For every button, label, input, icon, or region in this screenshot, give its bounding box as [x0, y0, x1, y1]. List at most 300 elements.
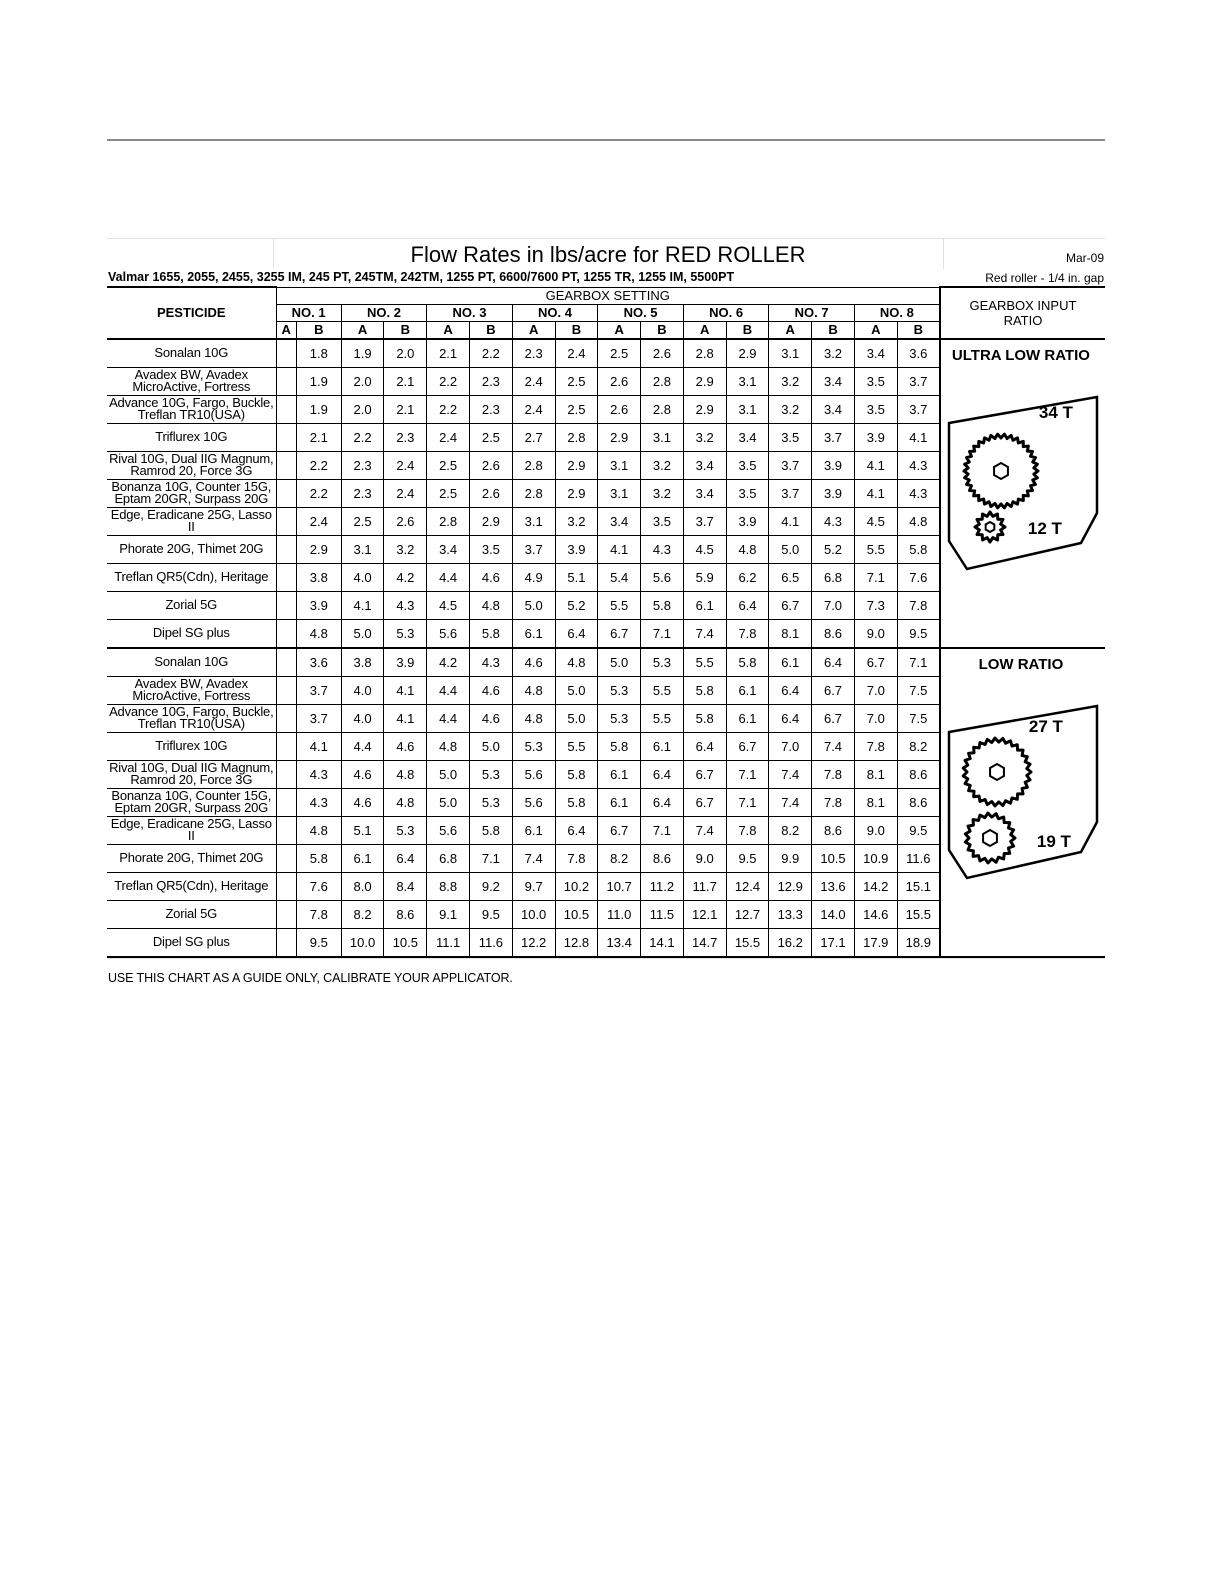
flow-rate-value: 1.9 [296, 367, 341, 395]
position-b-header: B [641, 321, 684, 339]
flow-rate-value: 2.1 [427, 339, 470, 368]
gearbox-number-header: NO. 6 [683, 304, 769, 321]
gearbox-ratio-cell [940, 339, 1105, 648]
flow-rate-value: 4.2 [427, 648, 470, 677]
pesticide-name: Phorate 20G, Thimet 20G [107, 844, 276, 872]
pesticide-name: Edge, Eradicane 25G, Lasso II [107, 816, 276, 844]
position-b-header: B [470, 321, 513, 339]
flow-rate-value [276, 591, 296, 619]
flow-rate-value: 6.7 [812, 676, 855, 704]
flow-rate-value: 6.1 [641, 732, 684, 760]
gearbox-number-header: NO. 3 [427, 304, 513, 321]
flow-rate-value: 8.1 [854, 760, 897, 788]
flow-rate-value: 2.9 [470, 507, 513, 535]
flow-rate-value: 7.8 [296, 900, 341, 928]
flow-rate-value: 7.3 [854, 591, 897, 619]
flow-rate-value: 3.9 [854, 423, 897, 451]
flow-rate-value: 4.8 [512, 704, 555, 732]
ratio-title: ULTRA LOW RATIO [951, 346, 1090, 364]
flow-rate-value: 3.1 [341, 535, 384, 563]
flow-rate-value: 5.0 [555, 676, 598, 704]
position-b-header: B [296, 321, 341, 339]
flow-rate-value: 7.0 [769, 732, 812, 760]
flow-rate-value: 2.8 [683, 339, 726, 368]
flow-rate-value: 3.7 [897, 367, 940, 395]
flow-rate-value: 11.0 [598, 900, 641, 928]
flow-rate-value: 3.7 [512, 535, 555, 563]
gearbox-number-header: NO. 4 [512, 304, 598, 321]
flow-rate-value [276, 760, 296, 788]
flow-rate-value: 6.1 [598, 788, 641, 816]
flow-rate-value: 3.5 [769, 423, 812, 451]
flow-rate-value: 2.0 [384, 339, 427, 368]
flow-rate-value: 7.0 [812, 591, 855, 619]
flow-rate-value: 13.3 [769, 900, 812, 928]
flow-rate-value: 2.4 [512, 395, 555, 423]
header-row-1 [107, 287, 1105, 304]
flow-rate-value: 5.5 [555, 732, 598, 760]
flow-rate-value [276, 367, 296, 395]
flow-rate-value: 7.1 [897, 648, 940, 677]
flow-rate-value: 3.7 [296, 704, 341, 732]
chart-date: Mar-09 [1065, 251, 1104, 265]
flow-rate-value: 5.0 [769, 535, 812, 563]
flow-rate-value [276, 732, 296, 760]
flow-rate-value: 3.5 [854, 367, 897, 395]
flow-rate-value: 2.5 [470, 423, 513, 451]
ratio-title: LOW RATIO [978, 655, 1064, 673]
flow-rate-value: 6.8 [427, 844, 470, 872]
subtitle-row [107, 269, 1105, 286]
flow-rate-value: 4.6 [470, 704, 513, 732]
ratio-label: RATIO [1003, 312, 1043, 328]
flow-rate-value: 3.7 [769, 451, 812, 479]
flow-rate-value: 7.1 [854, 563, 897, 591]
flow-rate-value: 2.3 [341, 451, 384, 479]
flow-rate-value: 3.7 [812, 423, 855, 451]
flow-rate-value: 6.4 [726, 591, 769, 619]
flow-rate-value: 4.4 [341, 732, 384, 760]
flow-rate-value: 4.3 [897, 451, 940, 479]
flow-rate-value: 1.8 [296, 339, 341, 368]
flow-rate-value: 1.9 [341, 339, 384, 368]
flow-rate-value: 2.9 [598, 423, 641, 451]
flow-rate-value: 3.7 [897, 395, 940, 423]
flow-rate-value: 6.4 [769, 704, 812, 732]
flow-rate-value: 4.5 [427, 591, 470, 619]
flow-rate-value [276, 788, 296, 816]
flow-rate-value: 2.8 [512, 479, 555, 507]
footer-row [107, 958, 1105, 985]
flow-rate-value: 4.4 [427, 676, 470, 704]
flow-rate-value: 2.2 [470, 339, 513, 368]
pesticide-name: Avadex BW, Avadex MicroActive, Fortress [107, 676, 276, 704]
flow-rate-value: 6.7 [726, 732, 769, 760]
flow-rate-value: 14.2 [854, 872, 897, 900]
position-b-header: B [555, 321, 598, 339]
flow-rate-value: 3.4 [683, 479, 726, 507]
flow-rate-value: 9.1 [427, 900, 470, 928]
flow-rate-value [276, 479, 296, 507]
flow-rate-value: 13.6 [812, 872, 855, 900]
flow-rate-value [276, 423, 296, 451]
flow-rate-value: 4.9 [512, 563, 555, 591]
flow-rate-value: 8.2 [598, 844, 641, 872]
flow-rate-value: 8.0 [341, 872, 384, 900]
flow-rate-value: 7.1 [641, 619, 684, 648]
flow-rate-value: 15.5 [897, 900, 940, 928]
position-a-header: A [427, 321, 470, 339]
position-a-header: A [854, 321, 897, 339]
pesticide-name: Dipel SG plus [107, 928, 276, 957]
flow-rate-value: 2.9 [555, 479, 598, 507]
flow-rate-value: 5.5 [854, 535, 897, 563]
flow-rate-value: 5.5 [641, 676, 684, 704]
flow-rate-value: 3.6 [296, 648, 341, 677]
flow-rate-value: 7.1 [726, 788, 769, 816]
flow-rate-value [276, 816, 296, 844]
flow-rate-value: 5.1 [555, 563, 598, 591]
flow-rate-value: 6.1 [512, 816, 555, 844]
flow-rate-value: 7.8 [726, 816, 769, 844]
chart-title: Flow Rates in lbs/acre for RED ROLLER [410, 242, 806, 267]
flow-rate-value: 2.2 [427, 367, 470, 395]
flow-rate-value: 2.8 [641, 395, 684, 423]
flow-rate-value: 2.5 [427, 451, 470, 479]
title-row [107, 238, 1105, 269]
flow-rate-value: 8.6 [897, 760, 940, 788]
flow-rate-value: 10.2 [555, 872, 598, 900]
flow-rate-value: 8.1 [769, 619, 812, 648]
flow-rate-value: 3.2 [769, 395, 812, 423]
flow-rate-value: 4.3 [812, 507, 855, 535]
flow-rate-value: 3.5 [726, 479, 769, 507]
position-a-header: A [512, 321, 555, 339]
pesticide-name: Phorate 20G, Thimet 20G [107, 535, 276, 563]
flow-rate-value: 5.8 [641, 591, 684, 619]
flow-rate-value: 6.4 [812, 648, 855, 677]
pesticide-name: Dipel SG plus [107, 619, 276, 648]
flow-rate-value: 5.3 [470, 788, 513, 816]
flow-rate-value: 4.5 [854, 507, 897, 535]
flow-rate-value: 17.1 [812, 928, 855, 957]
flow-rate-value: 5.8 [555, 760, 598, 788]
flow-rate-value: 2.9 [296, 535, 341, 563]
flow-rate-value: 3.5 [641, 507, 684, 535]
flow-rate-value: 10.5 [555, 900, 598, 928]
flow-rate-value: 5.2 [812, 535, 855, 563]
pesticide-name: Advance 10G, Fargo, Buckle, Treflan TR10(USA) [107, 704, 276, 732]
flow-rate-value: 10.0 [341, 928, 384, 957]
flow-rate-value: 2.6 [598, 395, 641, 423]
flow-rate-value: 4.1 [897, 423, 940, 451]
large-gear-teeth-label: 27 T [1028, 716, 1063, 736]
flow-rate-value: 4.1 [769, 507, 812, 535]
flow-rate-value: 17.9 [854, 928, 897, 957]
flow-rate-value: 3.5 [726, 451, 769, 479]
small-gear-teeth-label: 19 T [1036, 831, 1071, 851]
flow-rate-value: 5.0 [470, 732, 513, 760]
flow-rate-value: 7.6 [296, 872, 341, 900]
flow-rate-value: 9.5 [726, 844, 769, 872]
pesticide-header: PESTICIDE [107, 287, 276, 339]
flow-rate-value: 5.6 [427, 816, 470, 844]
flow-rate-value [276, 648, 296, 677]
flow-rate-value: 3.6 [897, 339, 940, 368]
flow-rate-value: 11.5 [641, 900, 684, 928]
flow-rate-value: 3.1 [769, 339, 812, 368]
flow-rate-value [276, 704, 296, 732]
flow-rate-value: 4.8 [726, 535, 769, 563]
flow-rate-value: 6.1 [726, 676, 769, 704]
flow-rate-value: 5.9 [683, 563, 726, 591]
gearbox-number-header: NO. 2 [341, 304, 427, 321]
flow-rate-value: 4.6 [341, 788, 384, 816]
flow-rate-value: 8.2 [341, 900, 384, 928]
flow-rate-value: 5.0 [598, 648, 641, 677]
flow-rate-value: 3.2 [555, 507, 598, 535]
flow-rate-value: 2.9 [683, 367, 726, 395]
flow-rate-value: 4.6 [470, 676, 513, 704]
flow-rate-value: 7.8 [726, 619, 769, 648]
flow-rate-value: 9.9 [769, 844, 812, 872]
flow-rate-value: 2.6 [641, 339, 684, 368]
flow-rate-value [276, 535, 296, 563]
flow-rate-value: 2.5 [555, 395, 598, 423]
flow-rate-value: 7.5 [897, 704, 940, 732]
flow-rate-value: 12.7 [726, 900, 769, 928]
flow-rate-value: 8.1 [854, 788, 897, 816]
pesticide-name: Sonalan 10G [107, 339, 276, 368]
flow-rate-value: 12.8 [555, 928, 598, 957]
flow-rate-value [276, 339, 296, 368]
position-b-header: B [726, 321, 769, 339]
flow-rate-value: 10.9 [854, 844, 897, 872]
flow-rate-value: 7.8 [812, 788, 855, 816]
flow-rate-value: 2.2 [341, 423, 384, 451]
flow-rate-value: 4.8 [384, 788, 427, 816]
flow-rate-value: 3.2 [641, 479, 684, 507]
flow-rate-value: 2.9 [726, 339, 769, 368]
flow-rate-value: 3.4 [812, 367, 855, 395]
large-gear-teeth-label: 34 T [1038, 402, 1073, 422]
flow-rate-value: 6.7 [598, 816, 641, 844]
flow-rate-value: 2.8 [555, 423, 598, 451]
flow-rate-value: 2.3 [470, 367, 513, 395]
flow-rate-value [276, 395, 296, 423]
flow-rate-value: 2.4 [384, 451, 427, 479]
flow-rate-value: 3.1 [598, 479, 641, 507]
flow-rate-value: 5.5 [598, 591, 641, 619]
pesticide-name: Edge, Eradicane 25G, Lasso II [107, 507, 276, 535]
flow-rate-value: 8.6 [812, 619, 855, 648]
flow-rate-value: 4.8 [897, 507, 940, 535]
roller-gap-note: Red roller - 1/4 in. gap [985, 271, 1104, 285]
top-divider [107, 139, 1105, 141]
flow-rate-value: 4.3 [897, 479, 940, 507]
flow-rate-chart [107, 238, 1105, 985]
flow-rate-value: 5.3 [384, 816, 427, 844]
position-a-header: A [276, 321, 296, 339]
flow-rate-value [276, 900, 296, 928]
flow-rate-value: 2.4 [512, 367, 555, 395]
flow-rate-value: 13.4 [598, 928, 641, 957]
flow-rate-value: 4.1 [384, 704, 427, 732]
flow-rate-value: 2.5 [427, 479, 470, 507]
flow-rate-value: 3.1 [726, 367, 769, 395]
flow-rate-value: 5.3 [384, 619, 427, 648]
flow-rate-value: 2.2 [296, 479, 341, 507]
gearbox-number-header: NO. 5 [598, 304, 684, 321]
flow-rate-value: 3.8 [296, 563, 341, 591]
flow-rate-value: 3.9 [726, 507, 769, 535]
flow-rate-value: 7.1 [470, 844, 513, 872]
flow-rate-value: 10.5 [812, 844, 855, 872]
flow-rate-value: 10.5 [384, 928, 427, 957]
flow-rate-value: 6.4 [555, 619, 598, 648]
flow-rate-value: 11.6 [897, 844, 940, 872]
flow-rate-value: 7.4 [683, 619, 726, 648]
flow-rate-value: 4.1 [854, 451, 897, 479]
flow-rate-value: 9.2 [470, 872, 513, 900]
flow-rate-value: 7.8 [854, 732, 897, 760]
flow-rate-value: 5.8 [598, 732, 641, 760]
flow-rate-value: 2.8 [427, 507, 470, 535]
flow-rate-value: 8.2 [897, 732, 940, 760]
flow-rate-value: 4.8 [384, 760, 427, 788]
flow-rate-value: 5.8 [683, 704, 726, 732]
flow-rate-value: 3.4 [683, 451, 726, 479]
gearbox-input-header [940, 287, 1105, 339]
flow-rate-value: 6.7 [854, 648, 897, 677]
flow-rate-value: 3.8 [341, 648, 384, 677]
flow-rate-value: 2.1 [384, 395, 427, 423]
flow-rate-value: 2.8 [641, 367, 684, 395]
flow-rate-value: 7.4 [512, 844, 555, 872]
gearbox-setting-header: GEARBOX SETTING [276, 287, 940, 304]
flow-rate-value: 6.1 [726, 704, 769, 732]
flow-rate-value: 2.9 [555, 451, 598, 479]
flow-rate-value: 2.2 [296, 451, 341, 479]
flow-rate-value [276, 563, 296, 591]
flow-rate-value: 14.0 [812, 900, 855, 928]
flow-rate-value: 2.1 [296, 423, 341, 451]
flow-rate-value: 2.9 [683, 395, 726, 423]
flow-rate-value: 4.3 [641, 535, 684, 563]
flow-rate-value: 4.0 [341, 563, 384, 591]
flow-rate-value: 5.5 [641, 704, 684, 732]
flow-rate-value: 5.0 [512, 591, 555, 619]
flow-rate-value: 6.7 [683, 788, 726, 816]
flow-rate-value: 8.6 [897, 788, 940, 816]
flow-rate-value: 12.1 [683, 900, 726, 928]
flow-rate-value: 1.9 [296, 395, 341, 423]
flow-rate-value: 2.6 [470, 479, 513, 507]
flow-rate-value: 3.4 [812, 395, 855, 423]
pesticide-name: Rival 10G, Dual IIG Magnum, Ramrod 20, Force 3G [107, 451, 276, 479]
flow-rate-value: 6.4 [641, 760, 684, 788]
flow-rate-value: 2.3 [512, 339, 555, 368]
flow-rate-value: 4.8 [427, 732, 470, 760]
flow-rate-value: 6.4 [555, 816, 598, 844]
flow-rate-value [276, 676, 296, 704]
flow-rate-value: 7.5 [897, 676, 940, 704]
flow-rate-value: 9.5 [296, 928, 341, 957]
flow-rate-value: 5.8 [296, 844, 341, 872]
calibration-note: USE THIS CHART AS A GUIDE ONLY, CALIBRATE YOUR APPLICATOR. [108, 970, 513, 985]
pesticide-name: Avadex BW, Avadex MicroActive, Fortress [107, 367, 276, 395]
flow-rate-value: 5.6 [512, 760, 555, 788]
flow-rate-value: 9.5 [470, 900, 513, 928]
flow-rate-value: 6.4 [641, 788, 684, 816]
flow-rate-value: 5.8 [470, 619, 513, 648]
flow-rate-value: 3.9 [812, 451, 855, 479]
flow-rate-value: 11.2 [641, 872, 684, 900]
flow-rate-value: 2.5 [341, 507, 384, 535]
flow-rate-value: 12.4 [726, 872, 769, 900]
gearbox-housing-icon [947, 395, 1099, 571]
flow-rate-value [276, 619, 296, 648]
flow-rate-value: 14.6 [854, 900, 897, 928]
flow-rate-value: 6.7 [769, 591, 812, 619]
flow-rate-value: 4.1 [296, 732, 341, 760]
flow-rate-value: 4.1 [384, 676, 427, 704]
flow-rate-value: 5.2 [555, 591, 598, 619]
flow-rate-value: 4.5 [683, 535, 726, 563]
pesticide-name: Zorial 5G [107, 900, 276, 928]
flow-rate-value: 4.1 [598, 535, 641, 563]
flow-rate-value [276, 844, 296, 872]
flow-rate-value: 2.0 [341, 367, 384, 395]
flow-rate-value: 6.1 [769, 648, 812, 677]
flow-rate-value: 8.6 [641, 844, 684, 872]
flow-rate-value: 9.0 [854, 619, 897, 648]
flow-rate-value [276, 507, 296, 535]
flow-rate-value: 6.4 [384, 844, 427, 872]
flow-rate-value: 5.3 [641, 648, 684, 677]
flow-rate-value: 5.4 [598, 563, 641, 591]
flow-rate-value: 2.5 [555, 367, 598, 395]
flow-rate-value: 5.0 [427, 760, 470, 788]
flow-rate-value: 5.6 [641, 563, 684, 591]
flow-rate-value: 6.8 [812, 563, 855, 591]
flow-rate-value: 8.2 [769, 816, 812, 844]
flow-rate-value: 7.1 [726, 760, 769, 788]
pesticide-name: Advance 10G, Fargo, Buckle, Treflan TR10(USA) [107, 395, 276, 423]
flow-rate-value: 4.0 [341, 704, 384, 732]
flow-rate-value: 10.0 [512, 900, 555, 928]
position-a-header: A [683, 321, 726, 339]
flow-rate-value: 3.9 [812, 479, 855, 507]
flow-rate-table [107, 286, 1105, 958]
flow-rate-value: 12.9 [769, 872, 812, 900]
flow-rate-value: 7.8 [897, 591, 940, 619]
flow-rate-value: 8.6 [812, 816, 855, 844]
flow-rate-value: 3.4 [427, 535, 470, 563]
flow-rate-value [276, 872, 296, 900]
flow-rate-value: 5.3 [598, 704, 641, 732]
flow-rate-value: 10.7 [598, 872, 641, 900]
pesticide-name: Bonanza 10G, Counter 15G, Eptam 20GR, Surpass 20G [107, 479, 276, 507]
flow-rate-value: 4.6 [384, 732, 427, 760]
pesticide-name: Treflan QR5(Cdn), Heritage [107, 563, 276, 591]
flow-rate-value: 5.6 [512, 788, 555, 816]
flow-rate-value: 2.4 [427, 423, 470, 451]
flow-rate-value: 3.9 [384, 648, 427, 677]
flow-rate-value: 2.2 [427, 395, 470, 423]
flow-rate-value: 3.5 [854, 395, 897, 423]
flow-rate-value: 3.4 [598, 507, 641, 535]
